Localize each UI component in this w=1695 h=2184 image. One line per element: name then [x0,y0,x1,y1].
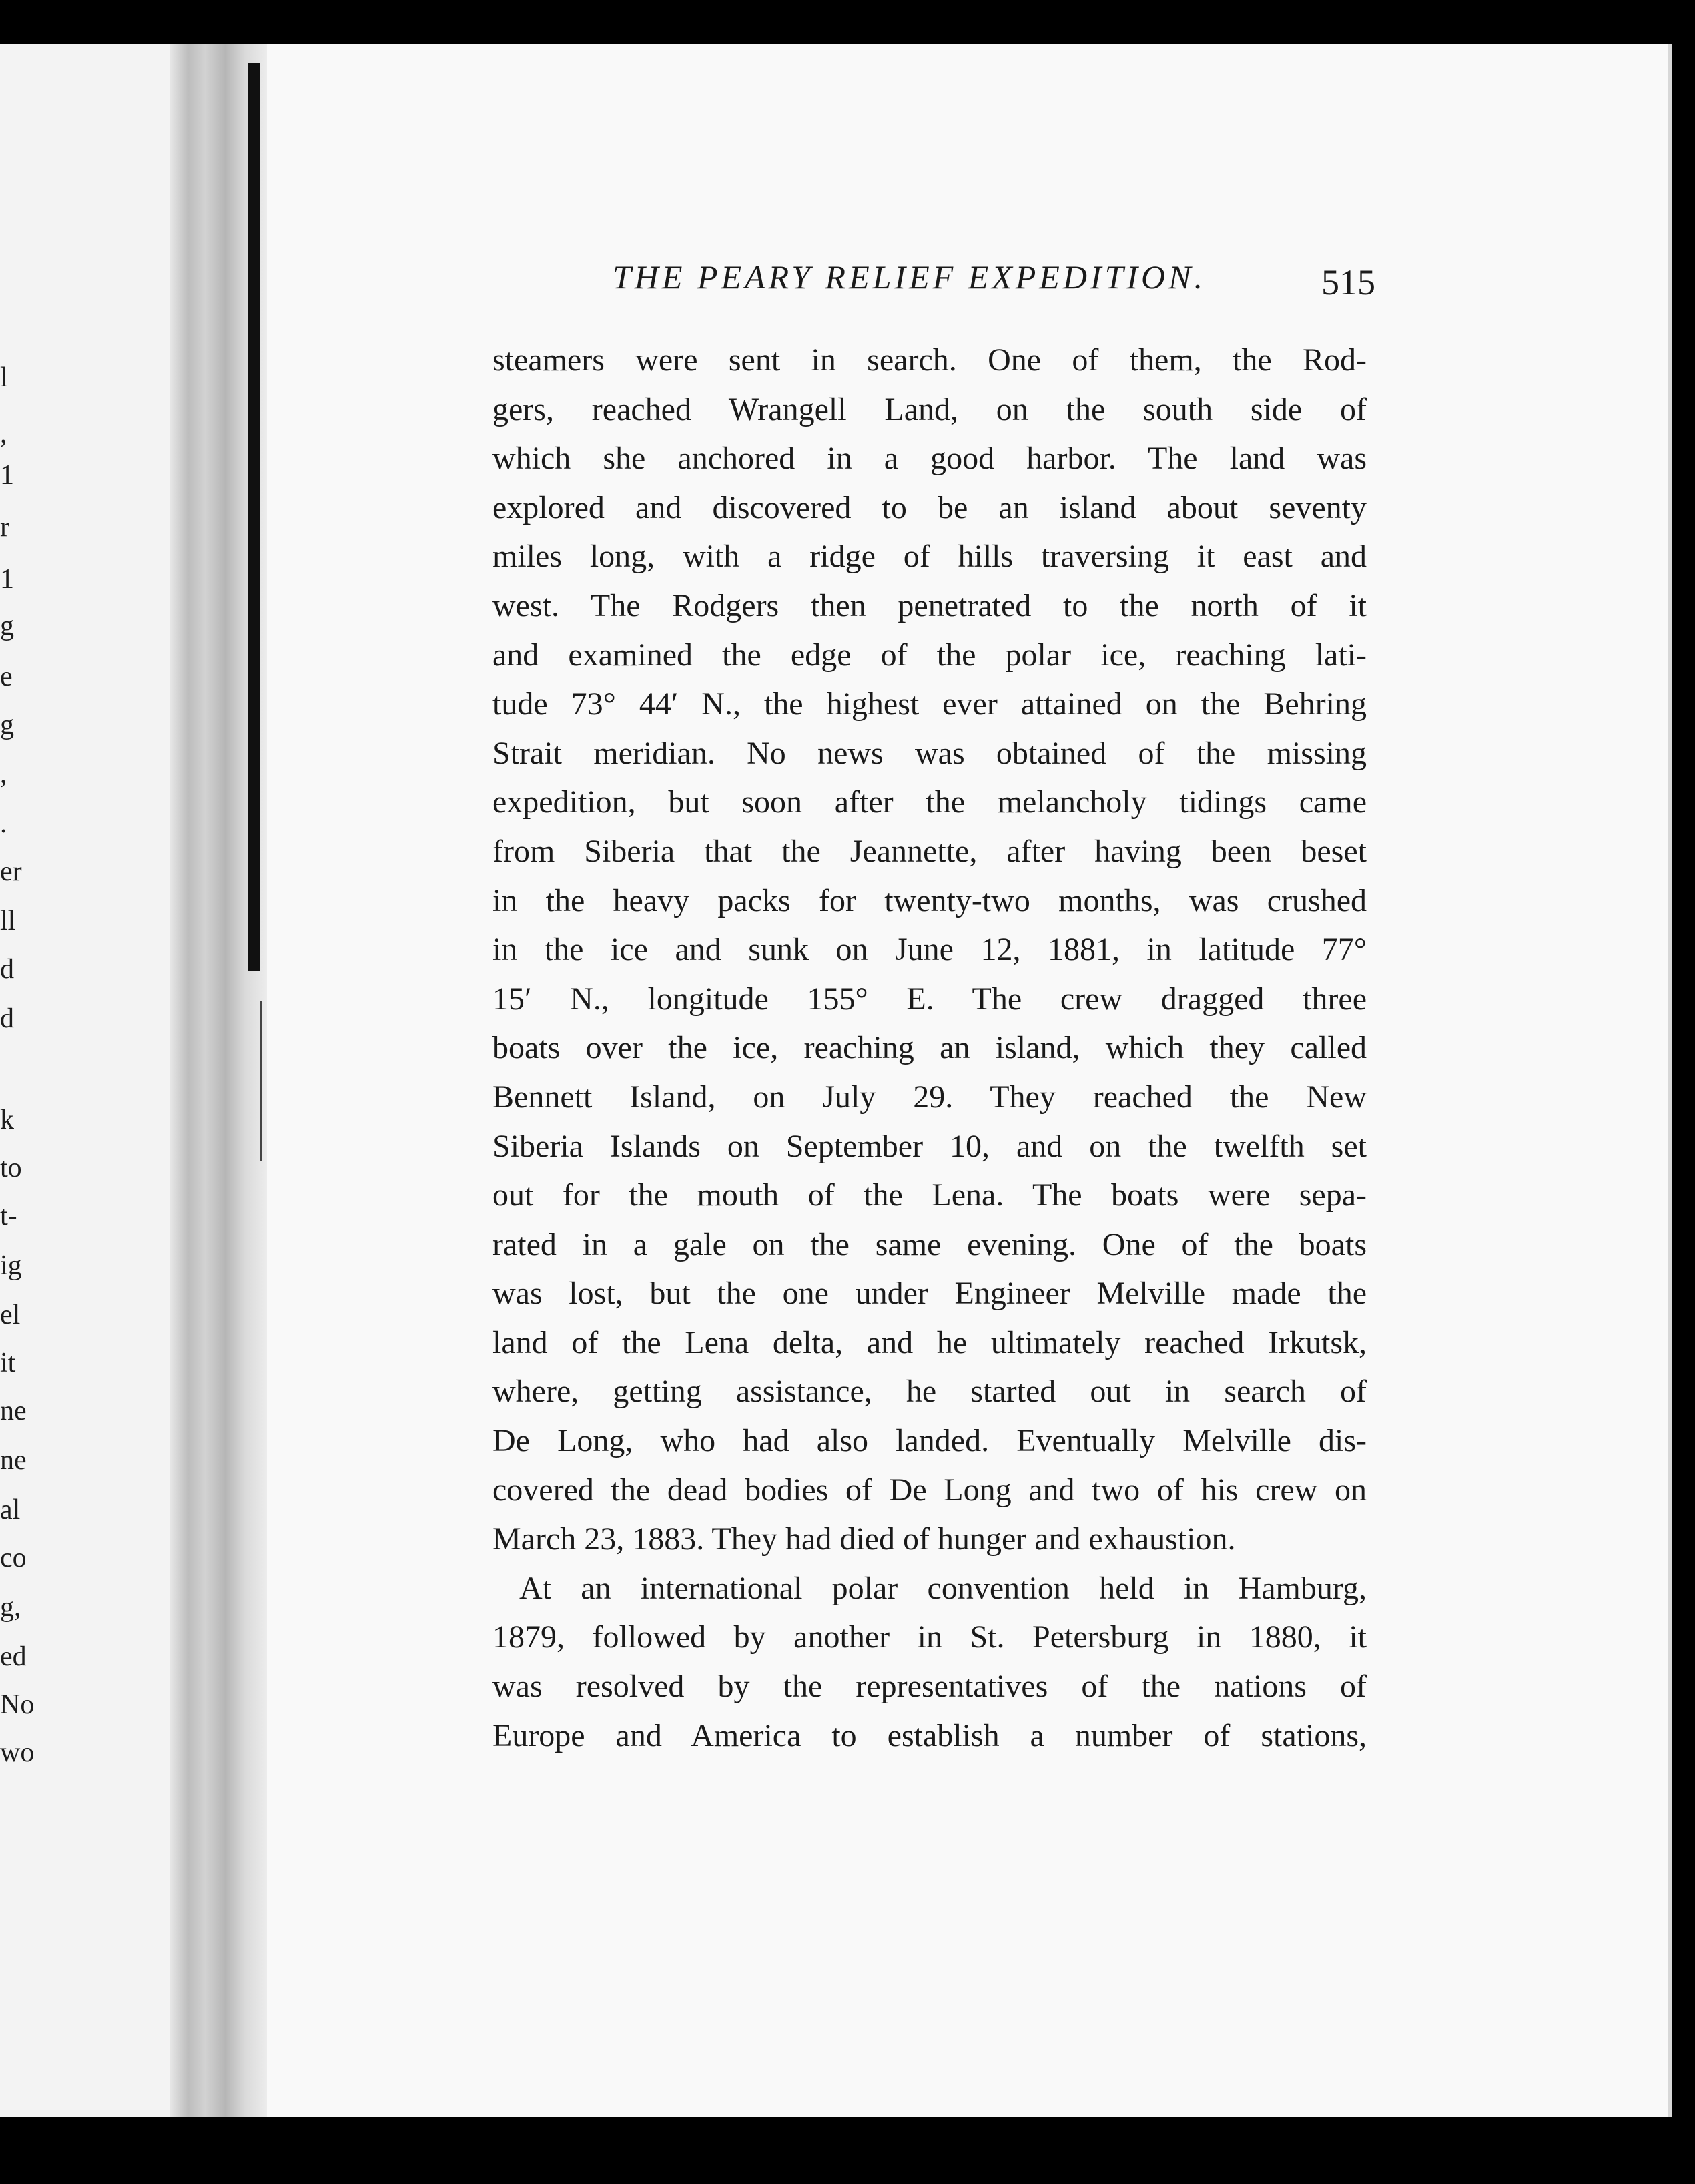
text-line: March 23, 1883. They had died of hunger and exhaustion. [492,1521,1236,1557]
scan-border-bottom [0,2117,1695,2184]
text-line: Europe and America to establish a number of stations, [492,1717,1367,1753]
left-fragment: ne [0,1396,27,1426]
text-line: 15′ N., longitude 155° E. The crew dragged three [492,981,1367,1017]
left-fragment: t- [0,1201,17,1232]
facing-page-left [0,44,194,2117]
text-line: out for the mouth of the Lena. The boats were sepa- [492,1177,1367,1213]
text-line: which she anchored in a good harbor. The land was [492,441,1367,477]
text-line: was lost, but the one under Engineer Melville made the [492,1276,1367,1312]
page-edge-right [1668,44,1672,2117]
left-fragment: to [0,1153,22,1183]
left-fragment: d [0,1003,14,1034]
text-line: where, getting assistance, he started out in search of [492,1374,1367,1410]
left-fragment: el [0,1300,21,1330]
left-fragment: ne [0,1445,27,1476]
left-page-fragments [0,44,194,2117]
text-line: At an international polar convention held in Hamburg, [519,1570,1367,1606]
text-line: 1879, followed by another in St. Petersburg in 1880, it [492,1619,1367,1655]
scan-border-top [0,0,1695,44]
left-fragment: g [0,710,14,740]
left-fragment: g, [0,1592,21,1623]
text-line: west. The Rodgers then penetrated to the north of it [492,587,1367,623]
text-line: miles long, with a ridge of hills traversing it east and [492,539,1367,575]
left-fragment: ig [0,1250,22,1281]
left-fragment: k [0,1105,14,1135]
text-line: in the heavy packs for twenty-two months, was crushed [492,882,1367,918]
left-fragment: l [0,362,8,393]
text-line: De Long, who had also landed. Eventually Melville dis- [492,1423,1367,1459]
text-line: explored and discovered to be an island about seventy [492,489,1367,525]
page-number: 515 [1321,262,1375,302]
text-line: Bennett Island, on July 29. They reached the New [492,1079,1367,1115]
left-fragment: 1 [0,564,14,595]
left-fragment: ed [0,1641,27,1672]
gutter-crease [260,1001,262,1161]
left-fragment: er [0,856,22,887]
left-fragment: wo [0,1737,35,1768]
left-fragment: co [0,1543,27,1573]
text-line: steamers were sent in search. One of them, the Rod- [492,342,1367,378]
left-fragment: d [0,954,14,985]
text-line: tude 73° 44′ N., the highest ever attained on the Behring [492,686,1367,722]
text-line: from Siberia that the Jeannette, after having been beset [492,833,1367,869]
text-line: in the ice and sunk on June 12, 1881, in latitude 77° [492,932,1367,968]
text-line: expedition, but soon after the melancholy tidings came [492,784,1367,820]
left-fragment: , [0,419,7,449]
text-line: gers, reached Wrangell Land, on the south side of [492,391,1367,427]
left-fragment: e [0,661,13,692]
gutter-shadow [248,63,260,971]
running-head: THE PEARY RELIEF EXPEDITION. [613,258,1206,296]
text-line: rated in a gale on the same evening. One of the boats [492,1226,1367,1262]
left-fragment: it [0,1348,16,1378]
left-fragment: r [0,512,9,543]
left-fragment: 1 [0,460,14,491]
left-fragment: , [0,759,7,790]
text-line: covered the dead bodies of De Long and two of his crew on [492,1472,1367,1508]
left-fragment: ll [0,906,16,936]
left-fragment: al [0,1494,21,1525]
text-line: and examined the edge of the polar ice, reaching lati- [492,637,1367,673]
text-line: Siberia Islands on September 10, and on the twelfth set [492,1128,1367,1164]
left-fragment: No [0,1689,35,1720]
text-line: was resolved by the representatives of the nations of [492,1669,1367,1705]
body-text [492,336,1367,1760]
text-line: boats over the ice, reaching an island, which they called [492,1030,1367,1066]
left-fragment: g [0,611,14,641]
left-fragment: . [0,808,7,839]
text-line: Strait meridian. No news was obtained of the missing [492,735,1367,771]
text-line: land of the Lena delta, and he ultimately reached Irkutsk, [492,1324,1367,1360]
